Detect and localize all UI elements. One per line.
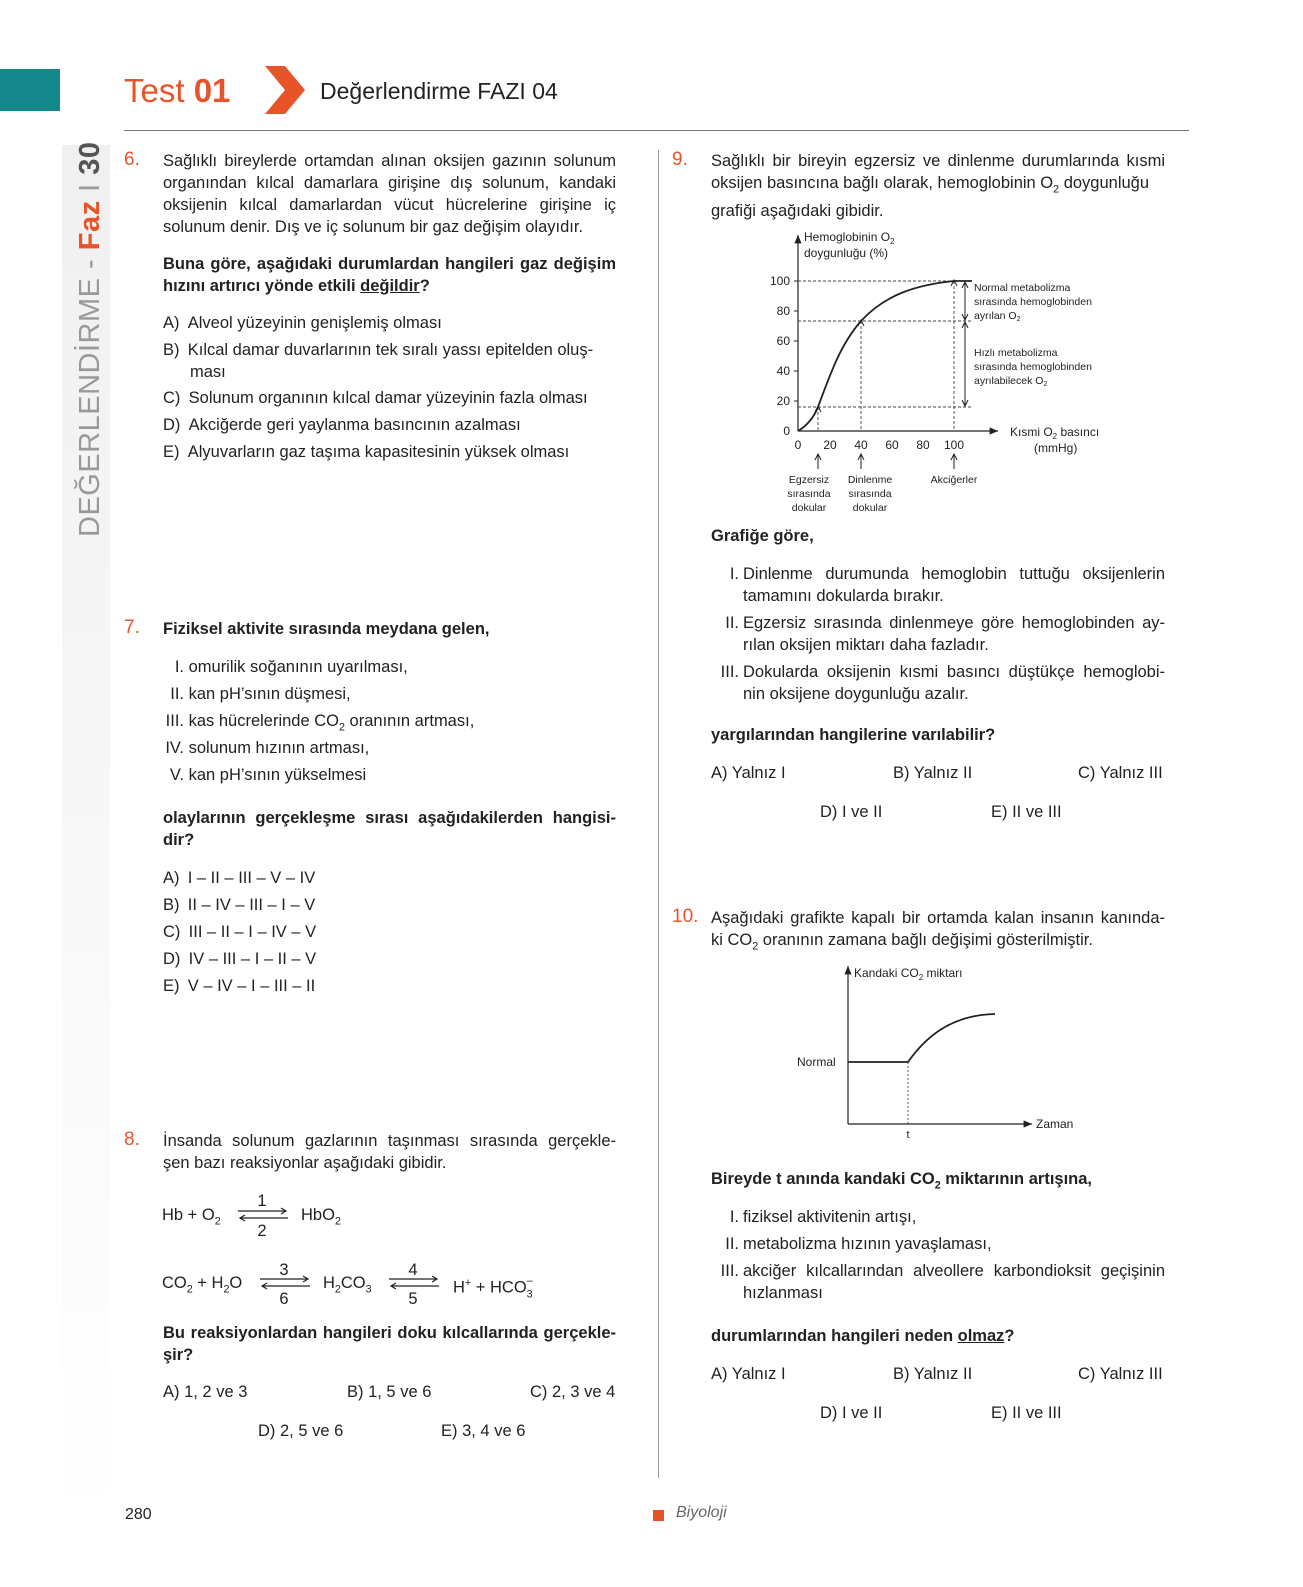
svg-text:ayrılan O2: ayrılan O2 xyxy=(974,310,1021,323)
header-color-block xyxy=(0,69,60,111)
question-stem: İnsanda solunum gazlarının taşınması sırasında gerçekle- şen bazı reaksiyonlar aşağıdaki gibidir. xyxy=(163,1132,616,1172)
option-d[interactable]: D) I ve II xyxy=(820,1404,883,1422)
reaction-2-bottom-2: 5 xyxy=(408,1290,418,1308)
y-ticks xyxy=(770,274,798,438)
svg-text:sırasında: sırasında xyxy=(787,488,831,500)
y-tick: 20 xyxy=(776,394,790,408)
column-divider xyxy=(658,150,659,1478)
y-axis-label: Hemoglobinin $O_2$ xyxy=(804,230,895,246)
question-stem: Sağlıklı bir bireyin egzersiz ve dinlenme durumlarında kısmi oksijen basıncına bağlı olarak, hemoglobinin $O_2$ doygunluğu grafiği aşağıdaki gibidir. xyxy=(711,152,1165,221)
option-a[interactable]: A) Yalnız I xyxy=(711,1365,786,1383)
annotation-fast: Hızlı metabolizma xyxy=(974,347,1058,359)
question-number: 9. xyxy=(672,149,688,170)
svg-text:ayrılabilecek O2: ayrılabilecek O2 xyxy=(974,375,1048,388)
page-title: Değerlendirme FAZI 04 xyxy=(320,78,558,104)
page-number: 280 xyxy=(125,1506,152,1523)
reaction-2-top-2: 4 xyxy=(408,1261,418,1279)
guide-lines xyxy=(798,281,972,431)
subject-label: Biyoloji xyxy=(676,1504,727,1521)
option-b[interactable]: B) Yalnız II xyxy=(893,764,973,782)
x-ticks xyxy=(795,438,965,452)
label-rest-tissues: Dinlenme xyxy=(847,474,893,486)
question-stem: Aşağıdaki grafikte kapalı bir ortamda kalan insanın kanında- ki $CO_2$ oranının zamana bağlı değişimi gösterilmiştir. xyxy=(711,909,1165,953)
option-c[interactable]: C) III – II – I – IV – V xyxy=(163,923,317,941)
statement-list: I. fiziksel aktivitenin artışı, II. metabolizma hızının yavaşlaması, III. akciğer kılcallarından alveollere karbondioksit geçişinin hızlanması xyxy=(720,1208,1165,1302)
option-e[interactable]: E) II ve III xyxy=(991,803,1062,821)
reaction-2-top-1: 3 xyxy=(279,1261,289,1279)
question-prompt: olaylarının gerçekleşme sırası aşağıdakilerden hangisi- dir? xyxy=(163,809,616,849)
y-tick: 60 xyxy=(776,334,790,348)
option-a[interactable]: A) I – II – III – V – IV xyxy=(163,869,316,887)
statements-intro: Grafiğe göre, xyxy=(711,527,814,545)
question-prompt: Bu reaksiyonlardan hangileri doku kılcallarında gerçekle- şir? xyxy=(163,1324,616,1364)
x-tick: 100 xyxy=(943,438,965,452)
x-axis-label: Zaman xyxy=(1036,1117,1074,1131)
y-axis-label-2: doygunluğu (%) xyxy=(804,246,889,260)
svg-text:dokular: dokular xyxy=(852,502,888,514)
option-d[interactable]: D) 2, 5 ve 6 xyxy=(258,1422,344,1440)
x-tick: 60 xyxy=(885,438,899,452)
statement-list: I. Dinlenme durumunda hemoglobin tuttuğu oksijenlerin tamamını dokularda bırakır. II. Egzersiz sırasında dinlenmeye göre hemoglobinden ay- rılan oksijen miktarı daha fazladır. III. Dokularda oksijenin kısmi basıncı düştükçe hemoglobi- nin oksijene doygunluğu azalır. xyxy=(720,565,1165,703)
x-tick: 20 xyxy=(823,438,837,452)
option-d[interactable]: D) Akciğerde geri yaylanma basıncının azalması xyxy=(163,416,521,434)
question-prompt: durumlarından hangileri neden olmaz? xyxy=(711,1327,1015,1345)
question-stem: Fiziksel aktivite sırasında meydana gelen, xyxy=(163,620,490,638)
svg-text:sırasında hemoglobinden: sırasında hemoglobinden xyxy=(974,361,1092,373)
label-lungs: Akciğerler xyxy=(930,474,978,486)
y-tick: 80 xyxy=(776,304,790,318)
side-label: DEĞERLENDİRME - Faz I 30 xyxy=(74,141,106,537)
option-e[interactable]: E) 3, 4 ve 6 xyxy=(441,1422,526,1440)
question-number: 7. xyxy=(124,617,140,638)
y-tick: 40 xyxy=(776,364,790,378)
co2-time-chart xyxy=(790,958,1090,1148)
t-label: t xyxy=(906,1129,910,1141)
option-a[interactable]: A) 1, 2 ve 3 xyxy=(163,1383,248,1401)
option-b[interactable]: B) 1, 5 ve 6 xyxy=(347,1383,432,1401)
x-axis-label: Kısmi $O_2$ basıncı xyxy=(1010,425,1100,441)
x-tick: 40 xyxy=(854,438,868,452)
question-prompt: yargılarından hangilerine varılabilir? xyxy=(711,726,996,744)
header-divider xyxy=(124,130,1189,131)
reaction-2-bottom-1: 6 xyxy=(279,1290,289,1308)
option-d[interactable]: D) I ve II xyxy=(820,803,883,821)
question-number: 6. xyxy=(124,149,140,170)
option-e[interactable]: E) V – IV – I – III – II xyxy=(163,977,316,995)
co2-curve xyxy=(848,1014,995,1062)
normal-label: Normal xyxy=(797,1055,836,1069)
question-prompt-1: Bireyde t anında kandaki $CO_2$ miktarının artışına, xyxy=(711,1170,1092,1192)
label-exercise-tissues: Egzersiz xyxy=(788,474,830,486)
y-tick: 100 xyxy=(769,274,790,288)
y-tick: 0 xyxy=(783,424,790,438)
y-axis-label: Kandaki $CO_2$ miktarı xyxy=(854,966,963,982)
reaction-1-left: $Hb + O_2$ xyxy=(162,1206,221,1228)
brand-logo: Faz xyxy=(74,200,106,251)
reaction-1-right: HbO$_2$ xyxy=(301,1206,341,1228)
option-d[interactable]: D) IV – III – I – II – V xyxy=(163,950,317,968)
option-a[interactable]: A) Alveol yüzeyinin genişlemiş olması xyxy=(163,314,442,332)
option-a[interactable]: A) Yalnız I xyxy=(711,764,786,782)
annotation-normal: Normal metabolizma xyxy=(974,282,1071,294)
question-number: 8. xyxy=(124,1129,140,1150)
test-label: Test 01 xyxy=(124,72,231,109)
svg-text:sırasında: sırasında xyxy=(848,488,892,500)
saturation-curve xyxy=(798,281,972,431)
question-prompt: Buna göre, aşağıdaki durumlardan hangileri gaz değişim hızını artırıcı yönde etkili değildir? xyxy=(163,255,616,295)
option-c[interactable]: C) Yalnız III xyxy=(1078,764,1163,782)
option-c[interactable]: C) Yalnız III xyxy=(1078,1365,1163,1383)
chevron-right-icon xyxy=(265,66,307,114)
reaction-1-bottom: 2 xyxy=(257,1222,267,1240)
statement-list: I. omurilik soğanının uyarılması, II. kan pH’sının düşmesi, III. kas hücrelerinde $CO_2$ oranının artması, IV. solunum hızının artması, V. kan pH’sının yükselmesi xyxy=(165,658,475,784)
hemoglobin-saturation-chart xyxy=(760,225,1140,525)
reaction-1-top: 1 xyxy=(257,1192,267,1210)
svg-text:dokular: dokular xyxy=(791,502,827,514)
x-tick: 80 xyxy=(916,438,930,452)
question-number: 10. xyxy=(672,906,699,927)
reaction-2-middle: $H_2CO_3$ xyxy=(323,1274,372,1296)
option-c[interactable]: C) Solunum organının kılcal damar yüzeyinin fazla olması xyxy=(163,389,588,407)
option-e[interactable]: E) Alyuvarların gaz taşıma kapasitesinin yüksek olması xyxy=(163,443,570,461)
option-b[interactable]: B) Kılcal damar duvarlarının tek sıralı yassı epitelden oluş- ması xyxy=(163,341,594,381)
reaction-2-left: $CO_2 + H_2O$ xyxy=(162,1274,243,1296)
x-tick: 0 xyxy=(794,438,802,452)
svg-text:sırasında hemoglobinden: sırasında hemoglobinden xyxy=(974,296,1092,308)
reaction-2-right: H+ + HCO – $_3$ xyxy=(453,1274,533,1300)
question-stem: Sağlıklı bireylerde ortamdan alınan oksijen gazının solunum organından kılcal damarlara girişine dış solunum, kandaki oksijenin kılcal damarlardan vücut hücrelerine girişine iç solunum denir. Dış ve iç solunum bir gaz değişim olayıdır. xyxy=(163,152,616,236)
option-e[interactable]: E) II ve III xyxy=(991,1404,1062,1422)
option-b[interactable]: B) Yalnız II xyxy=(893,1365,973,1383)
option-b[interactable]: B) II – IV – III – I – V xyxy=(163,896,316,914)
subject-square-icon xyxy=(653,1510,664,1521)
test-number: 01 xyxy=(193,72,231,109)
x-axis-label-unit: (mmHg) xyxy=(1034,441,1078,455)
option-c[interactable]: C) 2, 3 ve 4 xyxy=(530,1383,616,1401)
